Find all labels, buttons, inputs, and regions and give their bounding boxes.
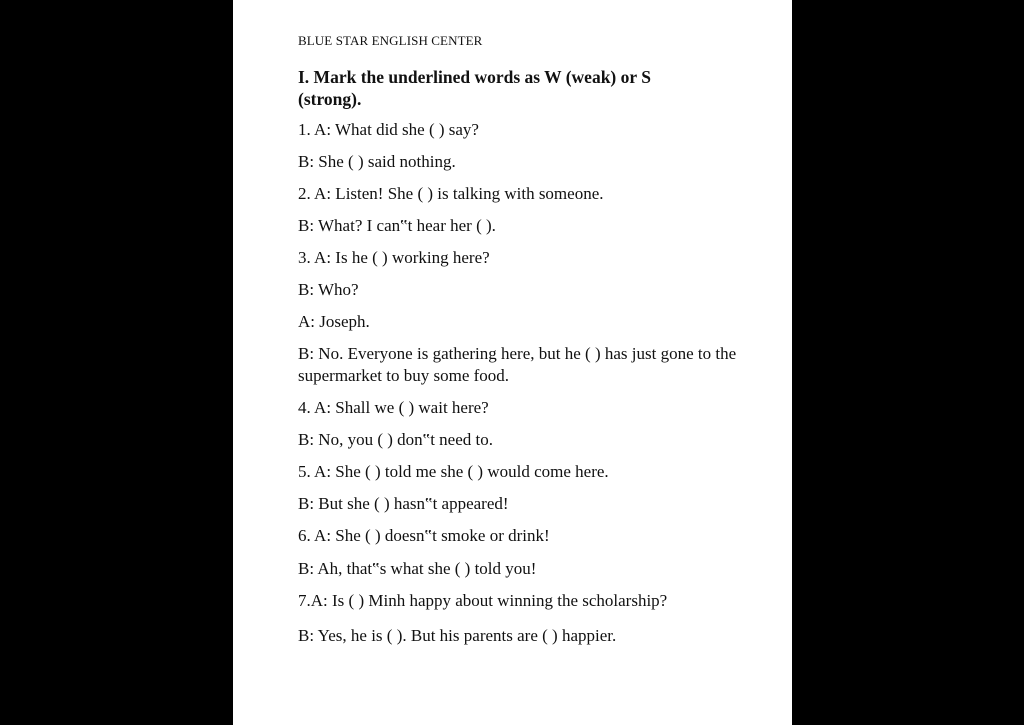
exercise-line: A: Joseph.: [298, 312, 370, 331]
exercise-line: 5. A: She ( ) told me she ( ) would come here.: [298, 462, 609, 481]
exercise-line: B: Who?: [298, 280, 359, 299]
exercise-line: 7.A: Is ( ) Minh happy about winning the scholarship?: [298, 591, 668, 610]
school-header: BLUE STAR ENGLISH CENTER: [298, 33, 483, 48]
exercise-line: B: Yes, he is ( ). But his parents are ( ) happier.: [298, 626, 617, 645]
exercise-line: 1. A: What did she ( ) say?: [298, 120, 479, 139]
exercise-line: 6. A: She ( ) doesn‟t smoke or drink!: [298, 526, 550, 545]
document-page: [233, 0, 792, 725]
exercise-line: B: But she ( ) hasn‟t appeared!: [298, 494, 509, 513]
exercise-line: 4. A: Shall we ( ) wait here?: [298, 398, 489, 417]
exercise-line: B: What? I can‟t hear her ( ).: [298, 216, 496, 235]
exercise-line: B: She ( ) said nothing.: [298, 152, 456, 171]
exercise-line: 2. A: Listen! She ( ) is talking with someone.: [298, 184, 604, 203]
exercise-line: 3. A: Is he ( ) working here?: [298, 248, 490, 267]
exercise-line: B: Ah, that‟s what she ( ) told you!: [298, 559, 537, 578]
exercise-line: B: No. Everyone is gathering here, but he ( ) has just gone to the supermarket to buy some food.: [298, 344, 737, 385]
exercise-title: I. Mark the underlined words as W (weak) or S (strong).: [298, 67, 651, 109]
exercise-line: B: No, you ( ) don‟t need to.: [298, 430, 493, 449]
